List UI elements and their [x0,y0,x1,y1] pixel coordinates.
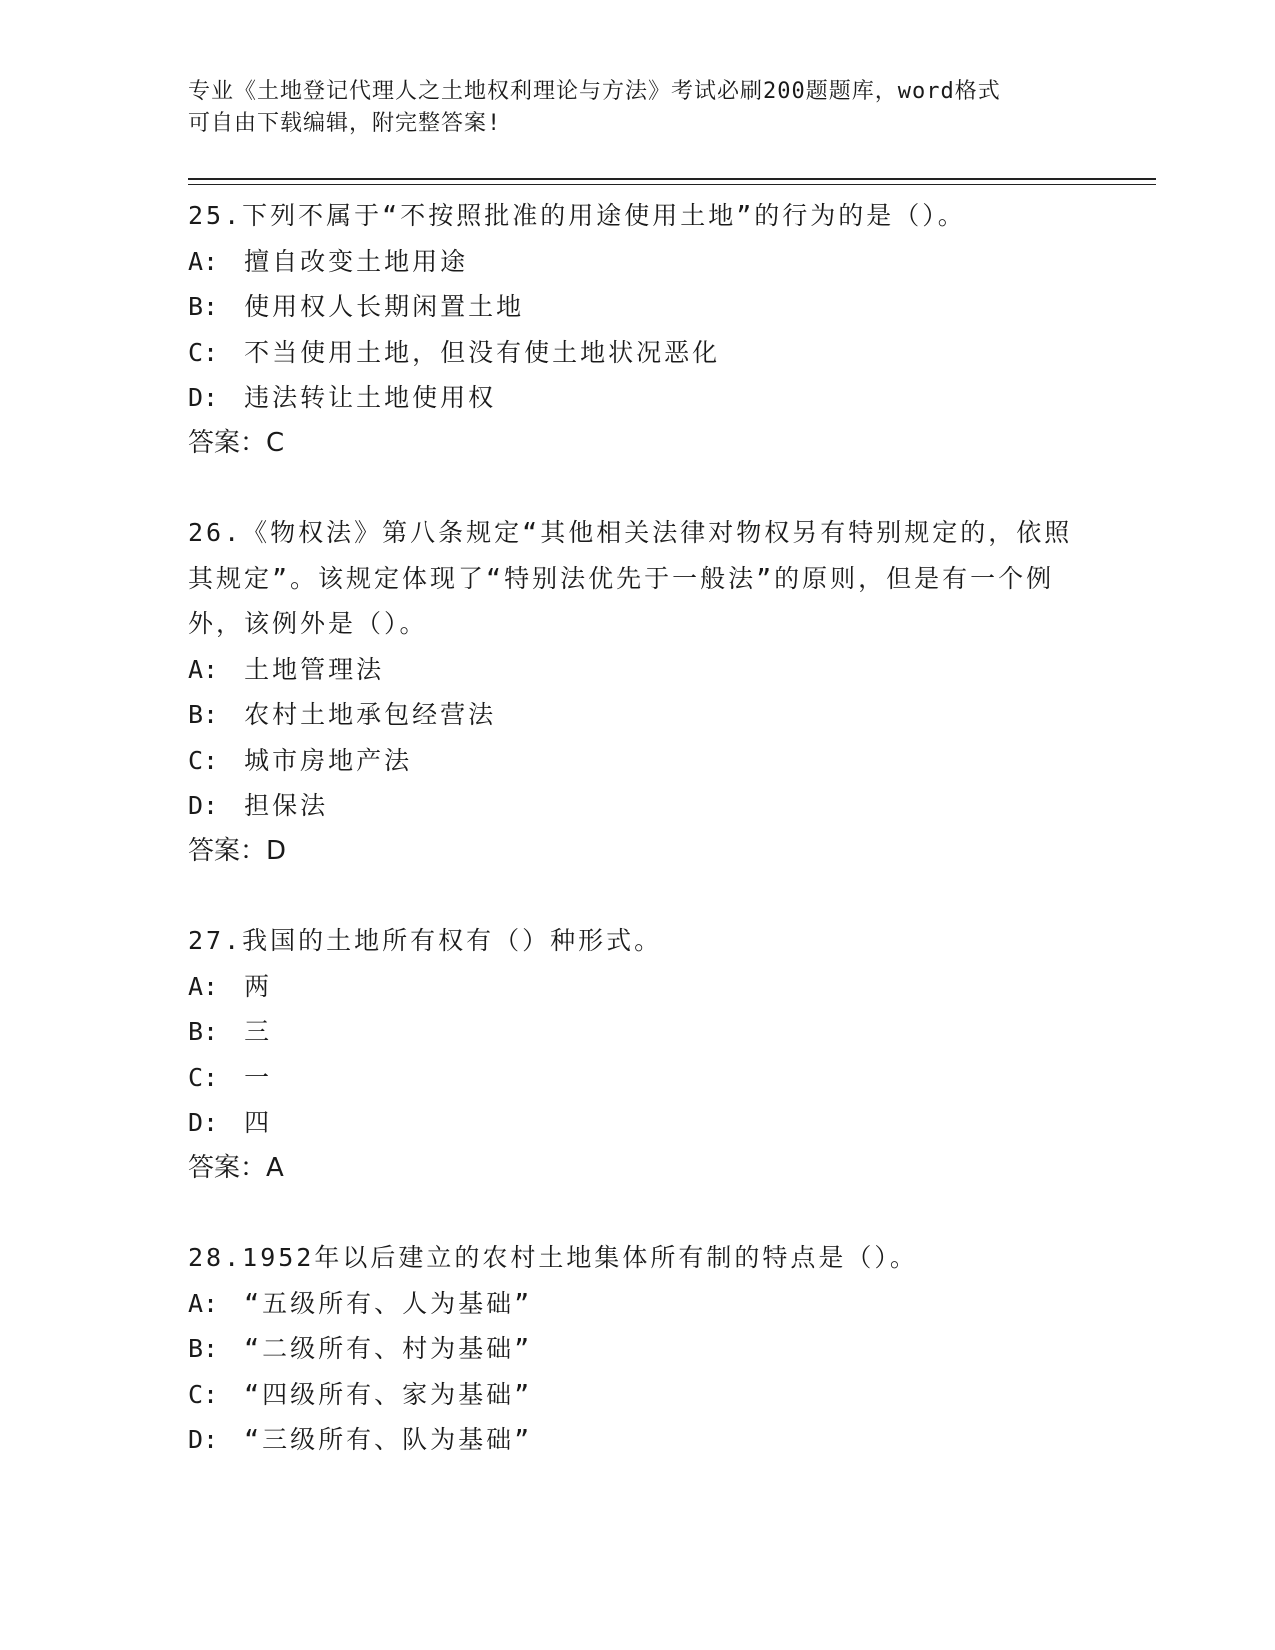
option-c [188,330,1088,376]
option-letter: D: [188,1108,219,1137]
option-letter: D: [188,383,219,412]
option-text: 擅自改变土地用途 [244,246,469,276]
option-c [188,1055,1088,1101]
option-b [188,284,1088,330]
option-b [188,692,1088,738]
option-c [188,1372,1088,1418]
document-header [188,76,1088,140]
option-letter: A: [188,654,219,684]
option-letter: D: [188,1425,219,1454]
option-text: 农村土地承包经营法 [244,700,497,729]
option-text: “五级所有、人为基础” [244,1288,533,1318]
option-letter: B: [188,1017,219,1046]
option-text: 两 [244,971,273,1001]
option-d [188,1417,1088,1463]
option-text: 违法转让土地使用权 [244,383,497,412]
option-text: 土地管理法 [244,654,385,684]
option-letter: D: [188,791,219,820]
question-list [188,193,1088,1507]
option-a [188,239,1088,285]
option-letter: C: [188,1062,219,1092]
question-28 [188,1235,1088,1463]
option-text: 担保法 [244,791,329,820]
option-letter: B: [188,1334,219,1363]
question-27 [188,918,1088,1191]
option-a [188,964,1088,1010]
header-divider-thin [188,184,1156,185]
option-letter: C: [188,745,219,775]
option-d [188,1100,1088,1146]
option-text: 四 [244,1108,273,1137]
option-c [188,738,1088,784]
header-line-1: 专业《土地登记代理人之土地权利理论与方法》考试必刷200题题库，word格式 [188,79,1001,104]
option-text: 城市房地产法 [244,745,413,775]
header-line-2: 可自由下载编辑，附完整答案! [188,111,502,136]
option-text: 一 [244,1062,273,1092]
question-26 [188,510,1088,874]
option-a [188,647,1088,693]
option-letter: A: [188,1288,219,1318]
option-text: 使用权人长期闲置土地 [244,292,525,321]
option-a [188,1281,1088,1327]
option-text: “二级所有、村为基础” [244,1334,533,1363]
option-letter: C: [188,337,219,367]
question-stem: 27.我国的土地所有权有（）种形式。 [188,926,663,955]
answer-label: 答案：D [188,835,287,866]
answer-label: 答案：C [188,427,285,458]
option-letter: C: [188,1379,219,1409]
question-stem: 25.下列不属于“不按照批准的用途使用土地”的行为的是（）。 [188,201,966,230]
option-d [188,783,1088,829]
option-b [188,1009,1088,1055]
question-25 [188,193,1088,466]
option-letter: A: [188,971,219,1001]
option-letter: B: [188,292,219,321]
question-stem: 26.《物权法》第八条规定“其他相关法律对物权另有特别规定的，依照其规定”。该规定体现了“特别法优先于一般法”的原则，但是有一个例外，该例外是（）。 [188,518,1073,638]
option-text: 不当使用土地，但没有使土地状况恶化 [244,337,721,367]
option-letter: A: [188,246,219,276]
option-text: “三级所有、队为基础” [244,1425,533,1454]
header-divider-thick [188,178,1156,180]
option-text: “四级所有、家为基础” [244,1379,533,1409]
option-text: 三 [244,1017,273,1046]
question-stem: 28.1952年以后建立的农村土地集体所有制的特点是（）。 [188,1243,918,1272]
option-b [188,1326,1088,1372]
option-d [188,375,1088,421]
answer-label: 答案：A [188,1152,284,1183]
option-letter: B: [188,700,219,729]
